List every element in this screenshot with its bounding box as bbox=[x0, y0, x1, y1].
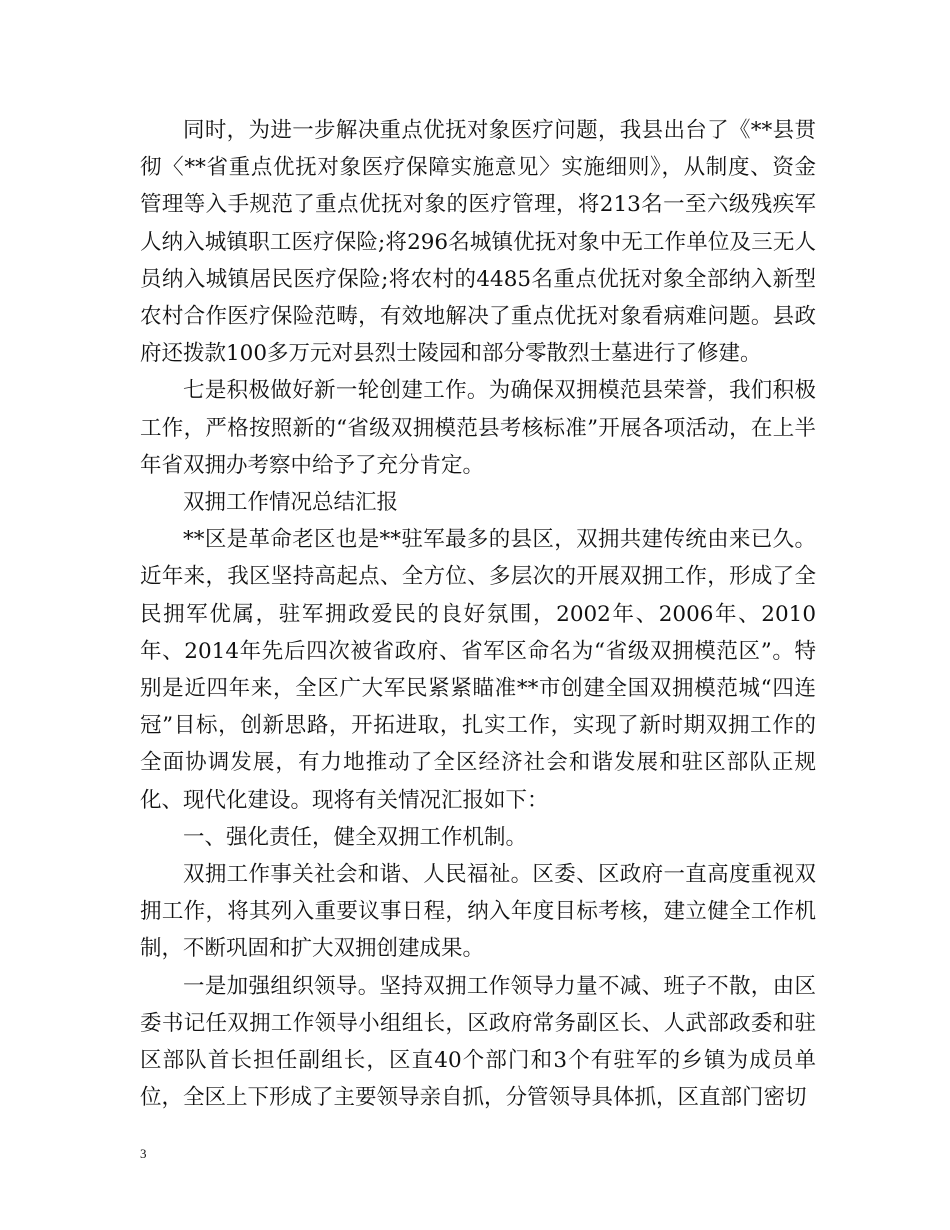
document-body bbox=[140, 112, 816, 1116]
page-number: 3 bbox=[140, 1146, 147, 1161]
paragraph-mechanism: 双拥工作事关社会和谐、人民福祉。区委、区政府一直高度重视双拥工作，将其列入重要议事日程，纳入年度目标考核，建立健全工作机制，不断巩固和扩大双拥创建成果。 bbox=[140, 862, 816, 962]
heading-responsibility: 一、强化责任，健全双拥工作机制。 bbox=[183, 824, 528, 850]
paragraph-new-round-creation: 七是积极做好新一轮创建工作。为确保双拥模范县荣誉，我们积极工作，严格按照新的“省级双拥模范县考核标准”开展各项活动，在上半年省双拥办考察中给予了充分肯定。 bbox=[140, 378, 816, 478]
paragraph-leadership: 一是加强组织领导。坚持双拥工作领导力量不减、班子不散，由区委书记任双拥工作领导小组组长，区政府常务副区长、人武部政委和驻区部队首长担任副组长，区直40个部门和3个有驻军的乡镇为成员单位，全区上下形成了主要领导亲自抓，分管领导具体抓，区直部门密切 bbox=[140, 973, 816, 1111]
paragraph-district-overview: **区是革命老区也是**驻军最多的县区，双拥共建传统由来已久。近年来，我区坚持高起点、全方位、多层次的开展双拥工作，形成了全民拥军优属，驻军拥政爱民的良好氛围，2002年、2006年、2010年、2014年先后四次被省政府、省军区命名为“省级双拥模范区”。特别是近四年来，全区广大军民紧紧瞄准**市创建全国双拥模范城“四连冠”目标，创新思路，开拓进取，扎实工作，实现了新时期双拥工作的全面协调发展，有力地推动了全区经济社会和谐发展和驻区部队正规化、现代化建设。现将有关情况汇报如下： bbox=[140, 527, 816, 813]
paragraph-medical-care: 同时，为进一步解决重点优抚对象医疗问题，我县出台了《**县贯彻〈**省重点优抚对象医疗保障实施意见〉实施细则》，从制度、资金管理等入手规范了重点优抚对象的医疗管理，将213名一至六级残疾军人纳入城镇职工医疗保险;将296名城镇优抚对象中无工作单位及三无人员纳入城镇居民医疗保险;将农村的4485名重点优抚对象全部纳入新型农村合作医疗保险范畴，有效地解决了重点优抚对象看病难问题。县政府还拨款100多万元对县烈士陵园和部分零散烈士墓进行了修建。 bbox=[140, 118, 816, 367]
section-title: 双拥工作情况总结汇报 bbox=[183, 490, 399, 516]
